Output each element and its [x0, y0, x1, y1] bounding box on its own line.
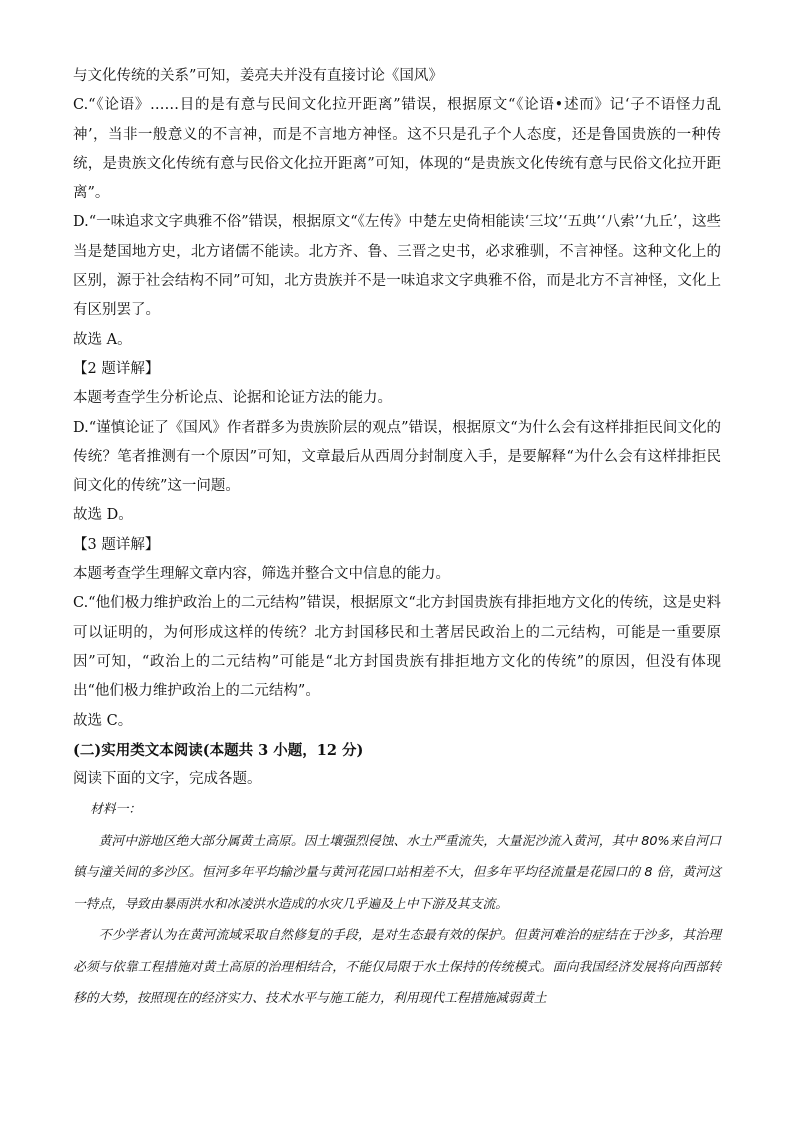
material-paragraph-1: 黄河中游地区绝大部分属黄土高原。因土壤强烈侵蚀、水土严重流失，大量泥沙流入黄河，其中 80%来自河口镇与潼关间的多沙区。恒河多年平均输沙量与黄河花园口站相差不大，但多年平均径流量是花园口的 8 倍，黄河这一特点，导致由暴雨洪水和冰凌洪水造成的水灾几乎遍及上中下游及其支流。: [73, 833, 721, 912]
option-d-analysis: D.“一味追求文字典雅不俗”错误，根据原文“《左传》中楚左史倚相能读‘三坟’‘五典’‘八索’‘九丘’，这些当是楚国地方史，北方诸儒不能读。北方齐、鲁、三晋之史书，必求雅驯，不言神怪。这种文化上的区别，源于社会结构不同”可知，北方贵族并不是一味追求文字典雅不俗，而是北方不言神怪，文化上有区别罢了。: [73, 214, 721, 319]
q3-intro: 本题考查学生理解文章内容，筛选并整合文中信息的能力。: [73, 566, 450, 583]
option-c-analysis: C.“《论语》……目的是有意与民间文化拉开距离”错误，根据原文“《论语•述而》记‘子不语怪力乱神’，当非一般意义的不言神，而是不言地方神怪。这不只是孔子个人态度，还是鲁国贵族的一种传统，是贵族文化传统有意与民俗文化拉开距离”可知，体现的“是贵族文化传统有意与民俗文化拉开距离”。: [73, 97, 721, 202]
section-label-q2: 【2 题详解】: [73, 360, 160, 377]
document-page: [73, 62, 721, 1015]
q2-intro: 本题考查学生分析论点、论据和论证方法的能力。: [73, 390, 392, 407]
answer-1: 故选 A。: [73, 331, 132, 348]
q3-option-c-analysis: C.“他们极力维护政治上的二元结构”错误，根据原文“北方封国贵族有排拒地方文化的传统，这是史料可以证明的，为何形成这样的传统？北方封国移民和土著居民政治上的二元结构，可能是一重要原因”可知，“政治上的二元结构”可能是“北方封国贵族有排拒地方文化的传统”的原因，但没有体现出“他们极力维护政治上的二元结构”。: [73, 595, 721, 700]
material-paragraph-2: 不少学者认为在黄河流域采取自然修复的手段，是对生态最有效的保护。但黄河难治的症结在于沙多，其治理必须与依靠工程措施对黄土高原的治理相结合，不能仅局限于水土保持的传统模式。面向我国经济发展将向西部转移的大势，按照现在的经济实力、技术水平与施工能力，利用现代工程措施减弱黄土: [73, 928, 721, 1007]
paragraph-continuation: 与文化传统的关系”可知，姜亮夫并没有直接讨论《国风》: [73, 68, 443, 84]
section-heading-practical-text: (二)实用类文本阅读(本题共 3 小题，12 分): [73, 741, 364, 759]
q2-option-d-analysis: D.“谨慎论证了《国风》作者群多为贵族阶层的观点”错误，根据原文“为什么会有这样排拒民间文化的传统？笔者推测有一个原因”可知，文章最后从西周分封制度入手，是要解释“为什么会有这样排拒民间文化的传统”这一问题。: [73, 419, 721, 495]
section-label-q3: 【3 题详解】: [73, 536, 160, 553]
answer-3: 故选 C。: [73, 712, 133, 729]
material-label: 材料一：: [90, 802, 142, 818]
answer-2: 故选 D。: [73, 507, 133, 524]
reading-instruction: 阅读下面的文字，完成各题。: [73, 771, 262, 788]
